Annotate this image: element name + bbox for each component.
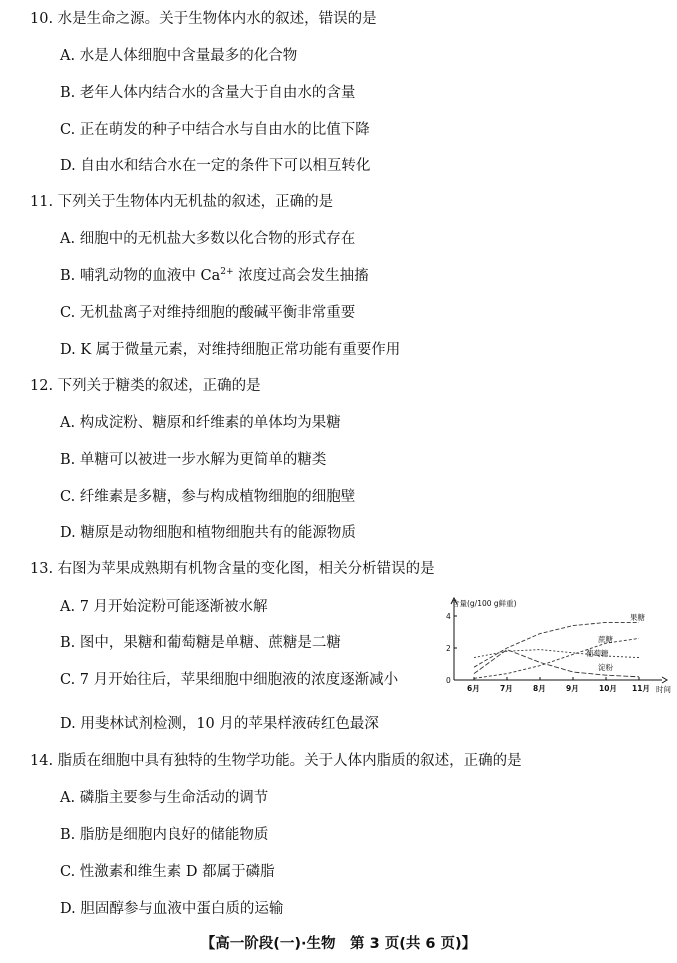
series-label-0: 果糖 xyxy=(630,613,645,622)
question-13-option-a: A. 7 月开始淀粉可能逐渐被水解 xyxy=(60,599,268,615)
y-tick-label: 2 xyxy=(446,644,451,653)
question-13-stem: 13. 右图为苹果成熟期有机物含量的变化图，相关分析错误的是 xyxy=(30,561,435,577)
series-line-3 xyxy=(474,650,639,677)
question-14-option-a: A. 磷脂主要参与生命活动的调节 xyxy=(60,790,269,806)
x-axis-label: 时间 xyxy=(656,685,671,694)
page-footer: 【高一阶段(一)·生物 第 3 页(共 6 页)】 xyxy=(200,936,477,952)
x-axis-arrow-icon xyxy=(662,677,667,683)
question-10-option-a: A. 水是人体细胞中含量最多的化合物 xyxy=(60,48,298,64)
question-11-stem: 11. 下列关于生物体内无机盐的叙述，正确的是 xyxy=(30,194,334,210)
x-tick-label: 8月 xyxy=(533,684,546,693)
question-12-option-c: C. 纤维素是多糖，参与构成植物细胞的细胞壁 xyxy=(60,489,356,505)
question-11-option-c: C. 无机盐离子对维持细胞的酸碱平衡非常重要 xyxy=(60,305,356,321)
question-13-option-c: C. 7 月开始往后，苹果细胞中细胞液的浓度逐渐减小 xyxy=(60,672,399,688)
question-12-option-d: D. 糖原是动物细胞和植物细胞共有的能源物质 xyxy=(60,525,356,541)
series-line-0 xyxy=(474,622,639,667)
question-10-option-b: B. 老年人体内结合水的含量大于自由水的含量 xyxy=(60,85,356,101)
chart-axes xyxy=(451,598,667,683)
option-b-text: B. 哺乳动物的血液中 Ca xyxy=(60,268,221,284)
question-11-option-a: A. 细胞中的无机盐大多数以化合物的形式存在 xyxy=(60,231,356,247)
question-12-option-b: B. 单糖可以被进一步水解为更简单的糖类 xyxy=(60,452,327,468)
question-12-option-a: A. 构成淀粉、糖原和纤维素的单体均为果糖 xyxy=(60,415,341,431)
y-tick-label: 4 xyxy=(446,612,451,621)
question-13-option-b: B. 图中，果糖和葡萄糖是单糖、蔗糖是二糖 xyxy=(60,635,341,651)
x-tick-label: 10月 xyxy=(599,684,617,693)
apple-ripening-chart xyxy=(418,594,671,706)
x-tick-label: 6月 xyxy=(467,684,480,693)
question-10-option-c: C. 正在萌发的种子中结合水与自由水的比值下降 xyxy=(60,122,370,138)
series-label-3: 淀粉 xyxy=(598,663,613,672)
x-tick-label: 7月 xyxy=(500,684,513,693)
series-line-1 xyxy=(474,638,639,678)
question-14-option-d: D. 胆固醇参与血液中蛋白质的运输 xyxy=(60,901,284,917)
question-12-stem: 12. 下列关于糖类的叙述，正确的是 xyxy=(30,378,261,394)
x-tick-label: 11月 xyxy=(632,684,650,693)
question-10-stem: 10. 水是生命之源。关于生物体内水的叙述，错误的是 xyxy=(30,11,377,27)
question-14-option-b: B. 脂肪是细胞内良好的储能物质 xyxy=(60,827,269,843)
chart-series xyxy=(474,622,639,678)
series-label-2: 葡萄糖 xyxy=(586,649,609,658)
option-b-tail: 浓度过高会发生抽搐 xyxy=(233,268,369,284)
series-line-2 xyxy=(474,650,639,658)
question-14-stem: 14. 脂质在细胞中具有独特的生物学功能。关于人体内脂质的叙述，正确的是 xyxy=(30,753,522,769)
calcium-charge: 2+ xyxy=(220,267,234,278)
question-10-option-d: D. 自由水和结合水在一定的条件下可以相互转化 xyxy=(60,158,371,174)
series-label-1: 蔗糖 xyxy=(598,635,613,644)
question-14-option-c: C. 性激素和维生素 D 都属于磷脂 xyxy=(60,864,275,880)
y-tick-label: 0 xyxy=(446,676,451,685)
y-axis-label: 含量(g/100 g鲜重) xyxy=(452,599,517,608)
x-tick-label: 9月 xyxy=(566,684,579,693)
question-11-option-d: D. K 属于微量元素，对维持细胞正常功能有重要作用 xyxy=(60,342,401,358)
question-13-option-d: D. 用斐林试剂检测，10 月的苹果样液砖红色最深 xyxy=(60,716,379,732)
question-11-option-b xyxy=(60,266,369,286)
